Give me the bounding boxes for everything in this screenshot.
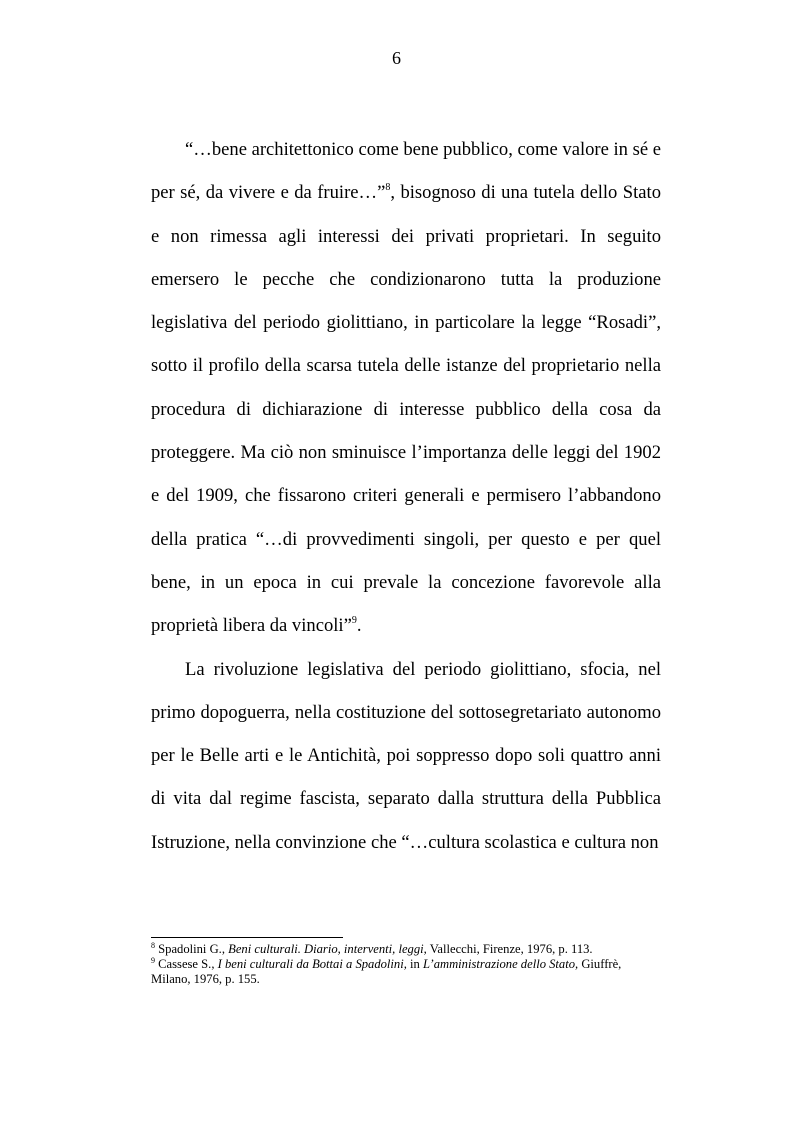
paragraph-1 bbox=[151, 128, 661, 648]
page-number: 6 bbox=[392, 48, 401, 68]
paragraph-1-end: . bbox=[356, 615, 362, 637]
footnote-ref-8: 8 bbox=[385, 182, 391, 194]
footnotes bbox=[151, 942, 661, 987]
footnote-publisher: Giuffrè, Milano, 1976, p. 155. bbox=[151, 957, 622, 986]
footnote-marker: 8 bbox=[151, 941, 155, 950]
footnote-author: Cassese S., bbox=[155, 957, 218, 971]
paragraph-1-part-b: , bisognoso di una tutela dello Stato e non rimessa agli interessi dei privati proprietari. In seguito emersero le pecche che condizionarono tutta la produzione legislativa del periodo giolittiano, in particolare la legge “Rosadi”, sotto il profilo della scarsa tutela delle istanze del proprietario nella procedura di dichiarazione di interesse pubblico della cosa da proteggere. Ma ciò non sminuisce l’importanza delle leggi del 1902 e del 1909, che fissarono criteri generali e permisero l’abbandono della pratica “…di provvedimenti singoli, per questo e per quel bene, in un epoca in cui prevale la concezione favorevole alla proprietà libera da vincoli” bbox=[151, 182, 661, 637]
footnote-divider bbox=[151, 937, 343, 938]
footnote-author: Spadolini G., bbox=[155, 942, 229, 956]
footnote-connector: in bbox=[406, 957, 423, 971]
footnote-ref-9: 9 bbox=[351, 615, 357, 627]
paragraph-1-part-a: “…bene architettonico come bene pubblico, come valore in sé e per sé, da vivere e da fruire…” bbox=[151, 139, 662, 204]
footnote-publisher: Vallecchi, Firenze, 1976, p. 113. bbox=[426, 942, 593, 956]
footnote-marker: 9 bbox=[151, 956, 155, 965]
footnote-title: I beni culturali da Bottai a Spadolini, bbox=[217, 957, 407, 971]
footnote-9 bbox=[151, 957, 661, 987]
paragraph-2: La rivoluzione legislativa del periodo giolittiano, sfocia, nel primo dopoguerra, nella costituzione del sottosegretariato autonomo per le Belle arti e le Antichità, poi soppresso dopo soli quattro anni di vita dal regime fascista, separato dalla struttura della Pubblica Istruzione, nella convinzione che “…cultura scolastica e cultura non bbox=[151, 658, 661, 853]
footnote-title: Beni culturali. Diario, interventi, leggi, bbox=[228, 942, 427, 956]
footnote-title-2: L’amministrazione dello Stato, bbox=[422, 957, 579, 971]
footnote-8 bbox=[151, 942, 661, 957]
body-text bbox=[151, 128, 661, 864]
